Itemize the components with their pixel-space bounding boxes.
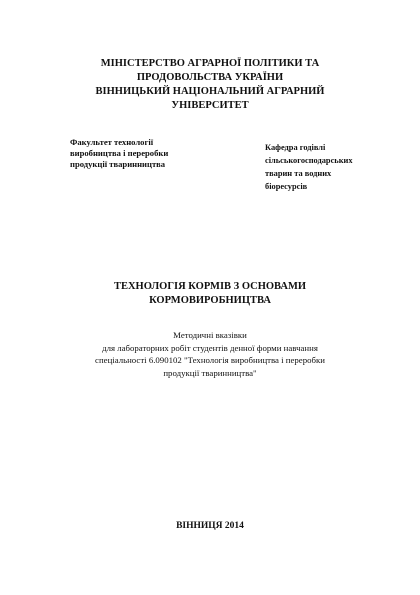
description-line: продукції тваринництва"	[163, 367, 257, 378]
city-year: ВІННИЦЯ 2014	[176, 521, 244, 531]
university-line: УНІВЕРСИТЕТ	[171, 100, 249, 111]
faculty-block	[70, 137, 180, 170]
document-description	[40, 329, 380, 379]
description-line: Методичні вказівки	[173, 330, 247, 340]
department-line: біоресурсів	[265, 182, 308, 191]
title-line: ТЕХНОЛОГІЯ КОРМІВ З ОСНОВАМИ	[113, 281, 307, 292]
document-title	[40, 280, 380, 308]
department-line: Кафедра годівлі	[265, 143, 326, 152]
department-block	[265, 141, 385, 193]
faculty-line: продукції тваринництва	[70, 159, 166, 169]
ministry-line: ПРОДОВОЛЬСТВА УКРАЇНИ	[136, 72, 284, 83]
faculty-line: виробництва і переробки	[70, 148, 169, 158]
description-line: для лабораторних робіт студентів денної форми навчання	[102, 342, 318, 353]
university-line: ВІННИЦЬКИЙ НАЦІОНАЛЬНИЙ АГРАРНИЙ	[95, 86, 325, 97]
ministry-header	[40, 57, 380, 113]
department-line: тварин та водних	[265, 169, 332, 178]
faculty-line: Факультет технології	[70, 137, 154, 147]
department-line: сільськогосподарських	[265, 156, 353, 165]
title-line: КОРМОВИРОБНИЦТВА	[149, 295, 271, 306]
description-line: спеціальності 6.090102 "Технологія виробництва і переробки	[95, 355, 325, 366]
ministry-line: МІНІСТЕРСТВО АГРАРНОЇ ПОЛІТИКИ ТА	[100, 58, 320, 69]
